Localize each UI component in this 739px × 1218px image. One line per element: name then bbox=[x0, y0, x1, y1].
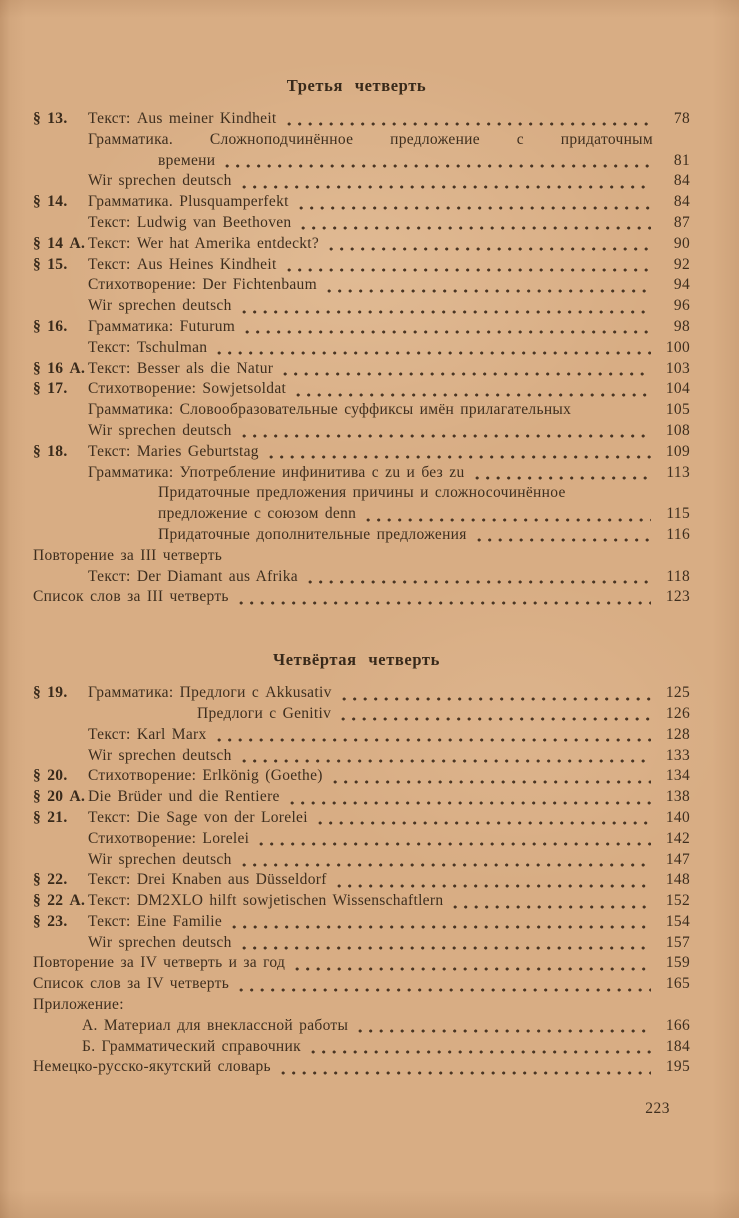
toc-sections bbox=[33, 76, 690, 1078]
toc-entry bbox=[33, 525, 690, 546]
toc-entry bbox=[33, 912, 690, 933]
entry-title: Текст: Wer hat Amerika entdeckt? bbox=[88, 234, 320, 252]
dot-leader bbox=[240, 171, 651, 192]
entry-page-number: 84 bbox=[673, 193, 690, 211]
dot-leader bbox=[281, 359, 651, 380]
entry-title: Текст: Maries Geburtstag bbox=[88, 442, 259, 460]
entry-title: Текст: Eine Familie bbox=[88, 912, 223, 930]
entry-title: Стихотворение: Sowjetsoldat bbox=[88, 380, 287, 398]
toc-entry bbox=[33, 546, 690, 567]
entry-page-number: 113 bbox=[666, 463, 690, 481]
entry-page-number: 165 bbox=[665, 975, 690, 993]
dot-leader bbox=[237, 587, 651, 608]
dot-leader bbox=[237, 974, 651, 995]
toc-entry bbox=[33, 953, 690, 974]
entry-page-number: 104 bbox=[665, 380, 690, 398]
dot-leader bbox=[240, 746, 651, 767]
entry-page-number: 154 bbox=[665, 912, 690, 930]
entry-title: Стихотворение: Der Fichtenbaum bbox=[88, 276, 317, 294]
entry-page-number: 157 bbox=[665, 933, 690, 951]
dot-leader bbox=[451, 891, 651, 912]
entry-title: Текст: Drei Knaben aus Düsseldorf bbox=[88, 871, 327, 889]
toc-entry bbox=[33, 109, 690, 130]
dot-leader bbox=[293, 953, 651, 974]
entry-page-number: 116 bbox=[666, 525, 690, 543]
entry-title: А. Материал для внеклассной работы bbox=[82, 1016, 349, 1034]
entry-title: времени bbox=[158, 151, 216, 169]
toc-entry bbox=[33, 171, 690, 192]
dot-leader bbox=[364, 504, 651, 525]
entry-title: Текст: Tschulman bbox=[88, 338, 208, 356]
dot-leader bbox=[240, 421, 651, 442]
entry-title: Предлоги с Genitiv bbox=[197, 704, 332, 722]
section-heading: Третья четверть bbox=[286, 76, 427, 95]
toc-entry bbox=[33, 359, 690, 380]
entry-title: Список слов за IV четверть bbox=[33, 975, 230, 993]
dot-leader bbox=[223, 151, 651, 172]
entry-page-number: 98 bbox=[673, 317, 690, 335]
toc-entry bbox=[33, 933, 690, 954]
toc-entry bbox=[33, 255, 690, 276]
entry-page-number: 125 bbox=[665, 684, 690, 702]
entry-page-number: 133 bbox=[665, 746, 690, 764]
toc-entry bbox=[33, 766, 690, 787]
toc-entry bbox=[33, 1037, 690, 1058]
toc-section bbox=[33, 76, 690, 608]
entry-title: Грамматика. Plusquamperfekt bbox=[88, 193, 289, 211]
paragraph-number: § 19. bbox=[33, 684, 68, 702]
toc-entry bbox=[33, 317, 690, 338]
dot-leader bbox=[243, 317, 651, 338]
entry-page-number: 87 bbox=[673, 213, 690, 231]
entry-title: Грамматика: Словообразовательные суффиксы имён прилагательных bbox=[88, 401, 572, 419]
toc-entry bbox=[33, 463, 690, 484]
toc-entry bbox=[33, 995, 690, 1016]
entry-page-number: 147 bbox=[665, 850, 690, 868]
entry-title: Грамматика: Предлоги с Akkusativ bbox=[88, 684, 332, 702]
page-number: 223 bbox=[645, 1100, 670, 1117]
entry-title: Грамматика: Употребление инфинитива с zu и без zu bbox=[88, 463, 465, 481]
toc-entry bbox=[33, 442, 690, 463]
entry-title: Текст: Aus meiner Kindheit bbox=[88, 110, 277, 127]
entry-title: Текст: Ludwig van Beethoven bbox=[88, 213, 292, 231]
entry-title: Придаточные предложения причины и сложносочинённое bbox=[158, 484, 566, 502]
dot-leader bbox=[306, 567, 651, 588]
entry-page-number: 128 bbox=[665, 725, 690, 743]
entry-title: Повторение за IV четверть и за год bbox=[33, 954, 286, 972]
dot-leader bbox=[240, 296, 651, 317]
entry-title: Wir sprechen deutsch bbox=[88, 172, 232, 190]
toc-entry bbox=[33, 213, 690, 234]
paragraph-number: § 20. bbox=[33, 767, 68, 785]
section-heading: Четвёртая четверть bbox=[273, 650, 440, 670]
entry-page-number: 134 bbox=[665, 767, 690, 785]
toc-entry bbox=[33, 829, 690, 850]
toc-section bbox=[33, 650, 690, 1078]
dot-leader bbox=[335, 870, 651, 891]
entry-title: Текст: Karl Marx bbox=[88, 725, 207, 743]
entry-title: Придаточные дополнительные предложения bbox=[158, 525, 467, 543]
entry-page-number: 84 bbox=[673, 172, 690, 190]
paragraph-number: § 22 А. bbox=[33, 892, 86, 910]
entry-page-number: 103 bbox=[665, 359, 690, 377]
entry-title: Грамматика: Futurum bbox=[88, 317, 236, 335]
entry-title: Стихотворение: Erlkönig (Goethe) bbox=[88, 767, 323, 785]
entry-page-number: 166 bbox=[665, 1016, 690, 1034]
toc-entry bbox=[33, 151, 690, 172]
entry-page-number: 108 bbox=[665, 421, 690, 439]
dot-leader bbox=[285, 109, 651, 130]
toc-entry bbox=[33, 704, 690, 725]
toc-entry bbox=[33, 130, 690, 151]
entry-title: Приложение: bbox=[33, 996, 124, 1014]
paragraph-number: § 15. bbox=[33, 255, 68, 273]
entry-page-number: 140 bbox=[665, 808, 690, 826]
entry-title: предложение с союзом denn bbox=[158, 505, 357, 523]
dot-leader bbox=[331, 766, 651, 787]
paragraph-number: § 16. bbox=[33, 317, 68, 335]
toc-entry bbox=[33, 683, 690, 704]
dot-leader bbox=[316, 808, 651, 829]
dot-leader bbox=[309, 1037, 651, 1058]
paragraph-number: § 18. bbox=[33, 442, 68, 460]
entry-page-number: 152 bbox=[665, 892, 690, 910]
entry-page-number: 92 bbox=[673, 255, 690, 273]
dot-leader bbox=[579, 400, 651, 421]
toc-entry bbox=[33, 787, 690, 808]
paragraph-number: § 14 А. bbox=[33, 234, 86, 252]
entry-page-number: 142 bbox=[665, 829, 690, 847]
toc-entry bbox=[33, 234, 690, 255]
paragraph-number: § 17. bbox=[33, 380, 68, 398]
toc-entry bbox=[33, 296, 690, 317]
toc-entry bbox=[33, 379, 690, 400]
entry-title: Wir sprechen deutsch bbox=[88, 421, 232, 439]
toc-entry bbox=[33, 850, 690, 871]
entry-title: Б. Грамматический справочник bbox=[82, 1037, 301, 1055]
dot-leader bbox=[240, 933, 651, 954]
entry-title: Текст: DM2XLO hilft sowjetischen Wissenschaftlern bbox=[88, 892, 444, 910]
entry-page-number: 105 bbox=[665, 401, 690, 419]
paragraph-number: § 16 А. bbox=[33, 359, 86, 377]
toc-entry bbox=[33, 891, 690, 912]
dot-leader bbox=[473, 463, 652, 484]
toc-entry bbox=[33, 338, 690, 359]
toc-entry bbox=[33, 1057, 690, 1078]
toc-entry bbox=[33, 567, 690, 588]
toc-entry bbox=[33, 974, 690, 995]
toc-entry bbox=[33, 746, 690, 767]
dot-leader bbox=[240, 850, 651, 871]
entry-page-number: 195 bbox=[665, 1058, 690, 1076]
entry-page-number: 81 bbox=[673, 151, 690, 169]
entry-page-number: 126 bbox=[665, 704, 690, 722]
dot-leader bbox=[297, 192, 651, 213]
dot-leader bbox=[285, 255, 651, 276]
dot-leader bbox=[475, 525, 651, 546]
entry-page-number: 115 bbox=[666, 505, 690, 523]
dot-leader bbox=[340, 683, 651, 704]
entry-title: Список слов за III четверть bbox=[33, 588, 229, 606]
dot-leader bbox=[257, 829, 651, 850]
dot-leader bbox=[294, 379, 651, 400]
entry-title: Wir sprechen deutsch bbox=[88, 933, 232, 951]
entry-page-number: 109 bbox=[665, 442, 690, 460]
entry-page-number: 118 bbox=[666, 567, 690, 585]
dot-leader bbox=[325, 275, 651, 296]
entry-page-number: 90 bbox=[673, 234, 690, 252]
entry-title: Текст: Der Diamant aus Afrika bbox=[88, 567, 298, 585]
toc-entry bbox=[33, 1016, 690, 1037]
entry-title: Повторение за III четверть bbox=[33, 546, 223, 564]
entry-page-number: 100 bbox=[665, 338, 690, 356]
toc-entry bbox=[33, 504, 690, 525]
entry-title: Wir sprechen deutsch bbox=[88, 297, 232, 315]
paragraph-number: § 20 А. bbox=[33, 788, 86, 806]
paragraph-number: § 23. bbox=[33, 912, 68, 930]
toc-entry bbox=[33, 870, 690, 891]
dot-leader bbox=[279, 1057, 651, 1078]
entry-page-number: 159 bbox=[665, 954, 690, 972]
dot-leader bbox=[356, 1016, 651, 1037]
dot-leader bbox=[215, 725, 651, 746]
entry-page-number: 138 bbox=[665, 788, 690, 806]
entry-title: Грамматика. Сложноподчинённое предложение с придаточным bbox=[88, 130, 653, 148]
toc-entry bbox=[33, 192, 690, 213]
paragraph-number: § 14. bbox=[33, 193, 68, 211]
toc-entry bbox=[33, 587, 690, 608]
dot-leader bbox=[299, 213, 651, 234]
dot-leader bbox=[215, 338, 651, 359]
entry-title: Wir sprechen deutsch bbox=[88, 850, 232, 868]
dot-leader bbox=[230, 912, 651, 933]
entry-page-number: 148 bbox=[665, 871, 690, 889]
entry-title: Die Brüder und die Rentiere bbox=[88, 788, 280, 806]
dot-leader bbox=[288, 787, 651, 808]
entry-title: Текст: Aus Heines Kindheit bbox=[88, 255, 277, 273]
toc-entry bbox=[33, 808, 690, 829]
toc-entry bbox=[33, 400, 690, 421]
entry-title: Wir sprechen deutsch bbox=[88, 746, 232, 764]
entry-page-number: 96 bbox=[673, 297, 690, 315]
entry-page-number: 184 bbox=[665, 1037, 690, 1055]
toc-entry bbox=[33, 421, 690, 442]
entry-page-number: 94 bbox=[673, 276, 690, 294]
entry-title: Текст: Besser als die Natur bbox=[88, 359, 274, 377]
paragraph-number: § 22. bbox=[33, 871, 68, 889]
entry-page-number: 123 bbox=[665, 588, 690, 606]
entry-title: Текст: Die Sage von der Lorelei bbox=[88, 808, 308, 826]
entry-title: Стихотворение: Lorelei bbox=[88, 829, 250, 847]
entry-title: Немецко-русско-якутский словарь bbox=[33, 1058, 271, 1076]
paragraph-number: § 13. bbox=[33, 110, 68, 127]
dot-leader bbox=[327, 234, 651, 255]
toc-entry bbox=[33, 483, 690, 504]
paragraph-number: § 21. bbox=[33, 808, 68, 826]
dot-leader bbox=[339, 704, 651, 725]
dot-leader bbox=[267, 442, 651, 463]
entry-page-number: 78 bbox=[673, 110, 690, 127]
toc-entry bbox=[33, 275, 690, 296]
toc-entry bbox=[33, 725, 690, 746]
